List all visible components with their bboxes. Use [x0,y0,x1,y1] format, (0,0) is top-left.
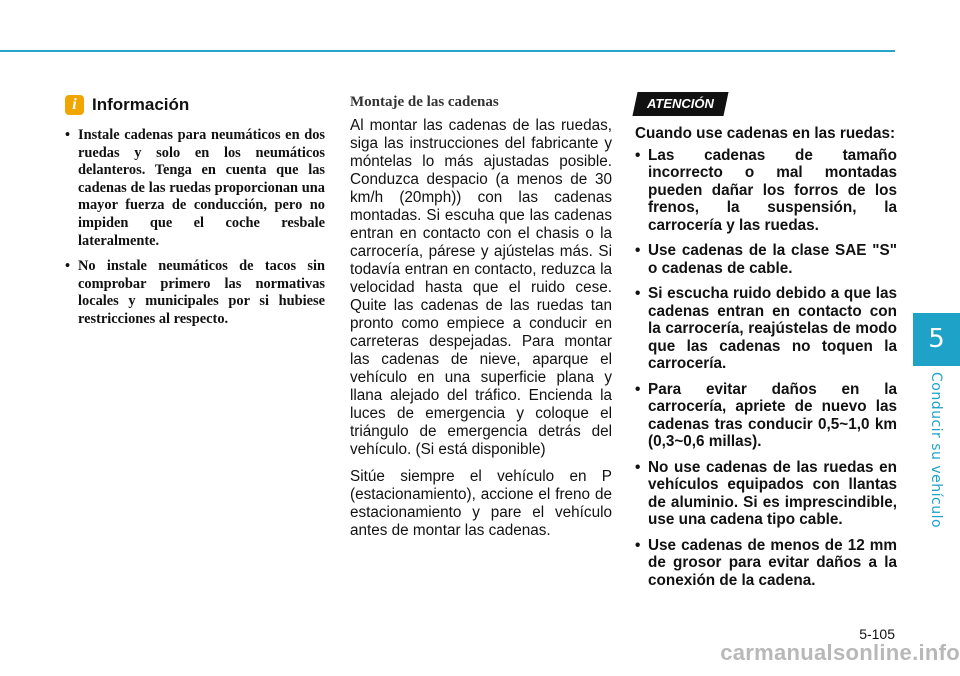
section-title: Montaje de las cadenas [350,94,499,110]
chapter-title: Conducir su vehículo [928,372,944,529]
header-rule [0,50,895,52]
warning-intro: Cuando use cadenas en las ruedas: [635,125,896,142]
list-item: • No use cadenas de las ruedas en vehículos equipados con llantas de aluminio. Si es imprescindible, use una cadena tipo cable. [635,459,897,529]
list-item: • Si escucha ruido debido a que las cadenas entran en contacto con la carrocería, reajústelas de modo que las cadenas no toquen la carrocería. [635,285,897,373]
chapter-number-tab: 5 [913,313,960,366]
paragraph: Sitúe siempre el vehículo en P (estacionamiento), accione el freno de estacionamiento y pare el vehículo antes de montar las cadenas. [350,468,612,539]
list-item: • Use cadenas de menos de 12 mm de grosor para evitar daños a la conexión de la cadena. [635,537,897,590]
list-item: • Para evitar daños en la carrocería, apriete de nuevo las cadenas tras conducir 0,5~1,0 km (0,3~0,6 millas). [635,381,897,451]
page-number: 5-105 [859,626,895,642]
watermark: carmanualsonline.info [720,640,960,665]
list-item: • No instale neumáticos de tacos sin comprobar primero las normativas locales y municipales por si hubiese restricciones al respecto. [65,258,325,328]
atencion-box [635,92,897,597]
info-icon: i [65,95,84,115]
montaje-section [350,92,612,540]
list-item: • Las cadenas de tamaño incorrecto o mal montadas pueden dañar los forros de los frenos, la suspensión, la carrocería y las ruedas. [635,147,897,235]
info-title: Información [92,95,190,114]
info-header [65,92,325,118]
paragraph: Al montar las cadenas de las ruedas, siga las instrucciones del fabricante y móntelas lo más ajustadas posible. Conduzca despacio (a menos de 30 km/h (20mph)) con las cadenas montadas. Si escuha que las cadenas entran en contacto con el chasis o la carrocería, párese y ajústelas más. Si todavía entran en contacto, reduzca la velocidad hasta que el ruido cese. Quite las cadenas de las ruedas tan pronto como empiece a conducir en carreteras despejadas. Para montar las cadenas de nieve, aparque el vehículo en una superficie plana y llana alejado del tráfico. Encienda la luces de emergencia y coloque el triángulo de emergencia detrás del vehículo. (Si está disponible) [350,117,612,458]
info-box [65,92,325,337]
atencion-badge [632,92,728,116]
info-list [65,127,325,329]
warning-list [635,147,897,590]
list-item: • Use cadenas de la clase SAE "S" o cadenas de cable. [635,242,897,277]
atencion-label: ATENCIÓN [647,96,714,111]
list-item: • Instale cadenas para neumáticos en dos ruedas y solo en los neumáticos delanteros. Tenga en cuenta que las cadenas de las ruedas proporcionan una mayor fuerza de conducción, pero no impiden que el coche resbale lateralmente. [65,127,325,250]
